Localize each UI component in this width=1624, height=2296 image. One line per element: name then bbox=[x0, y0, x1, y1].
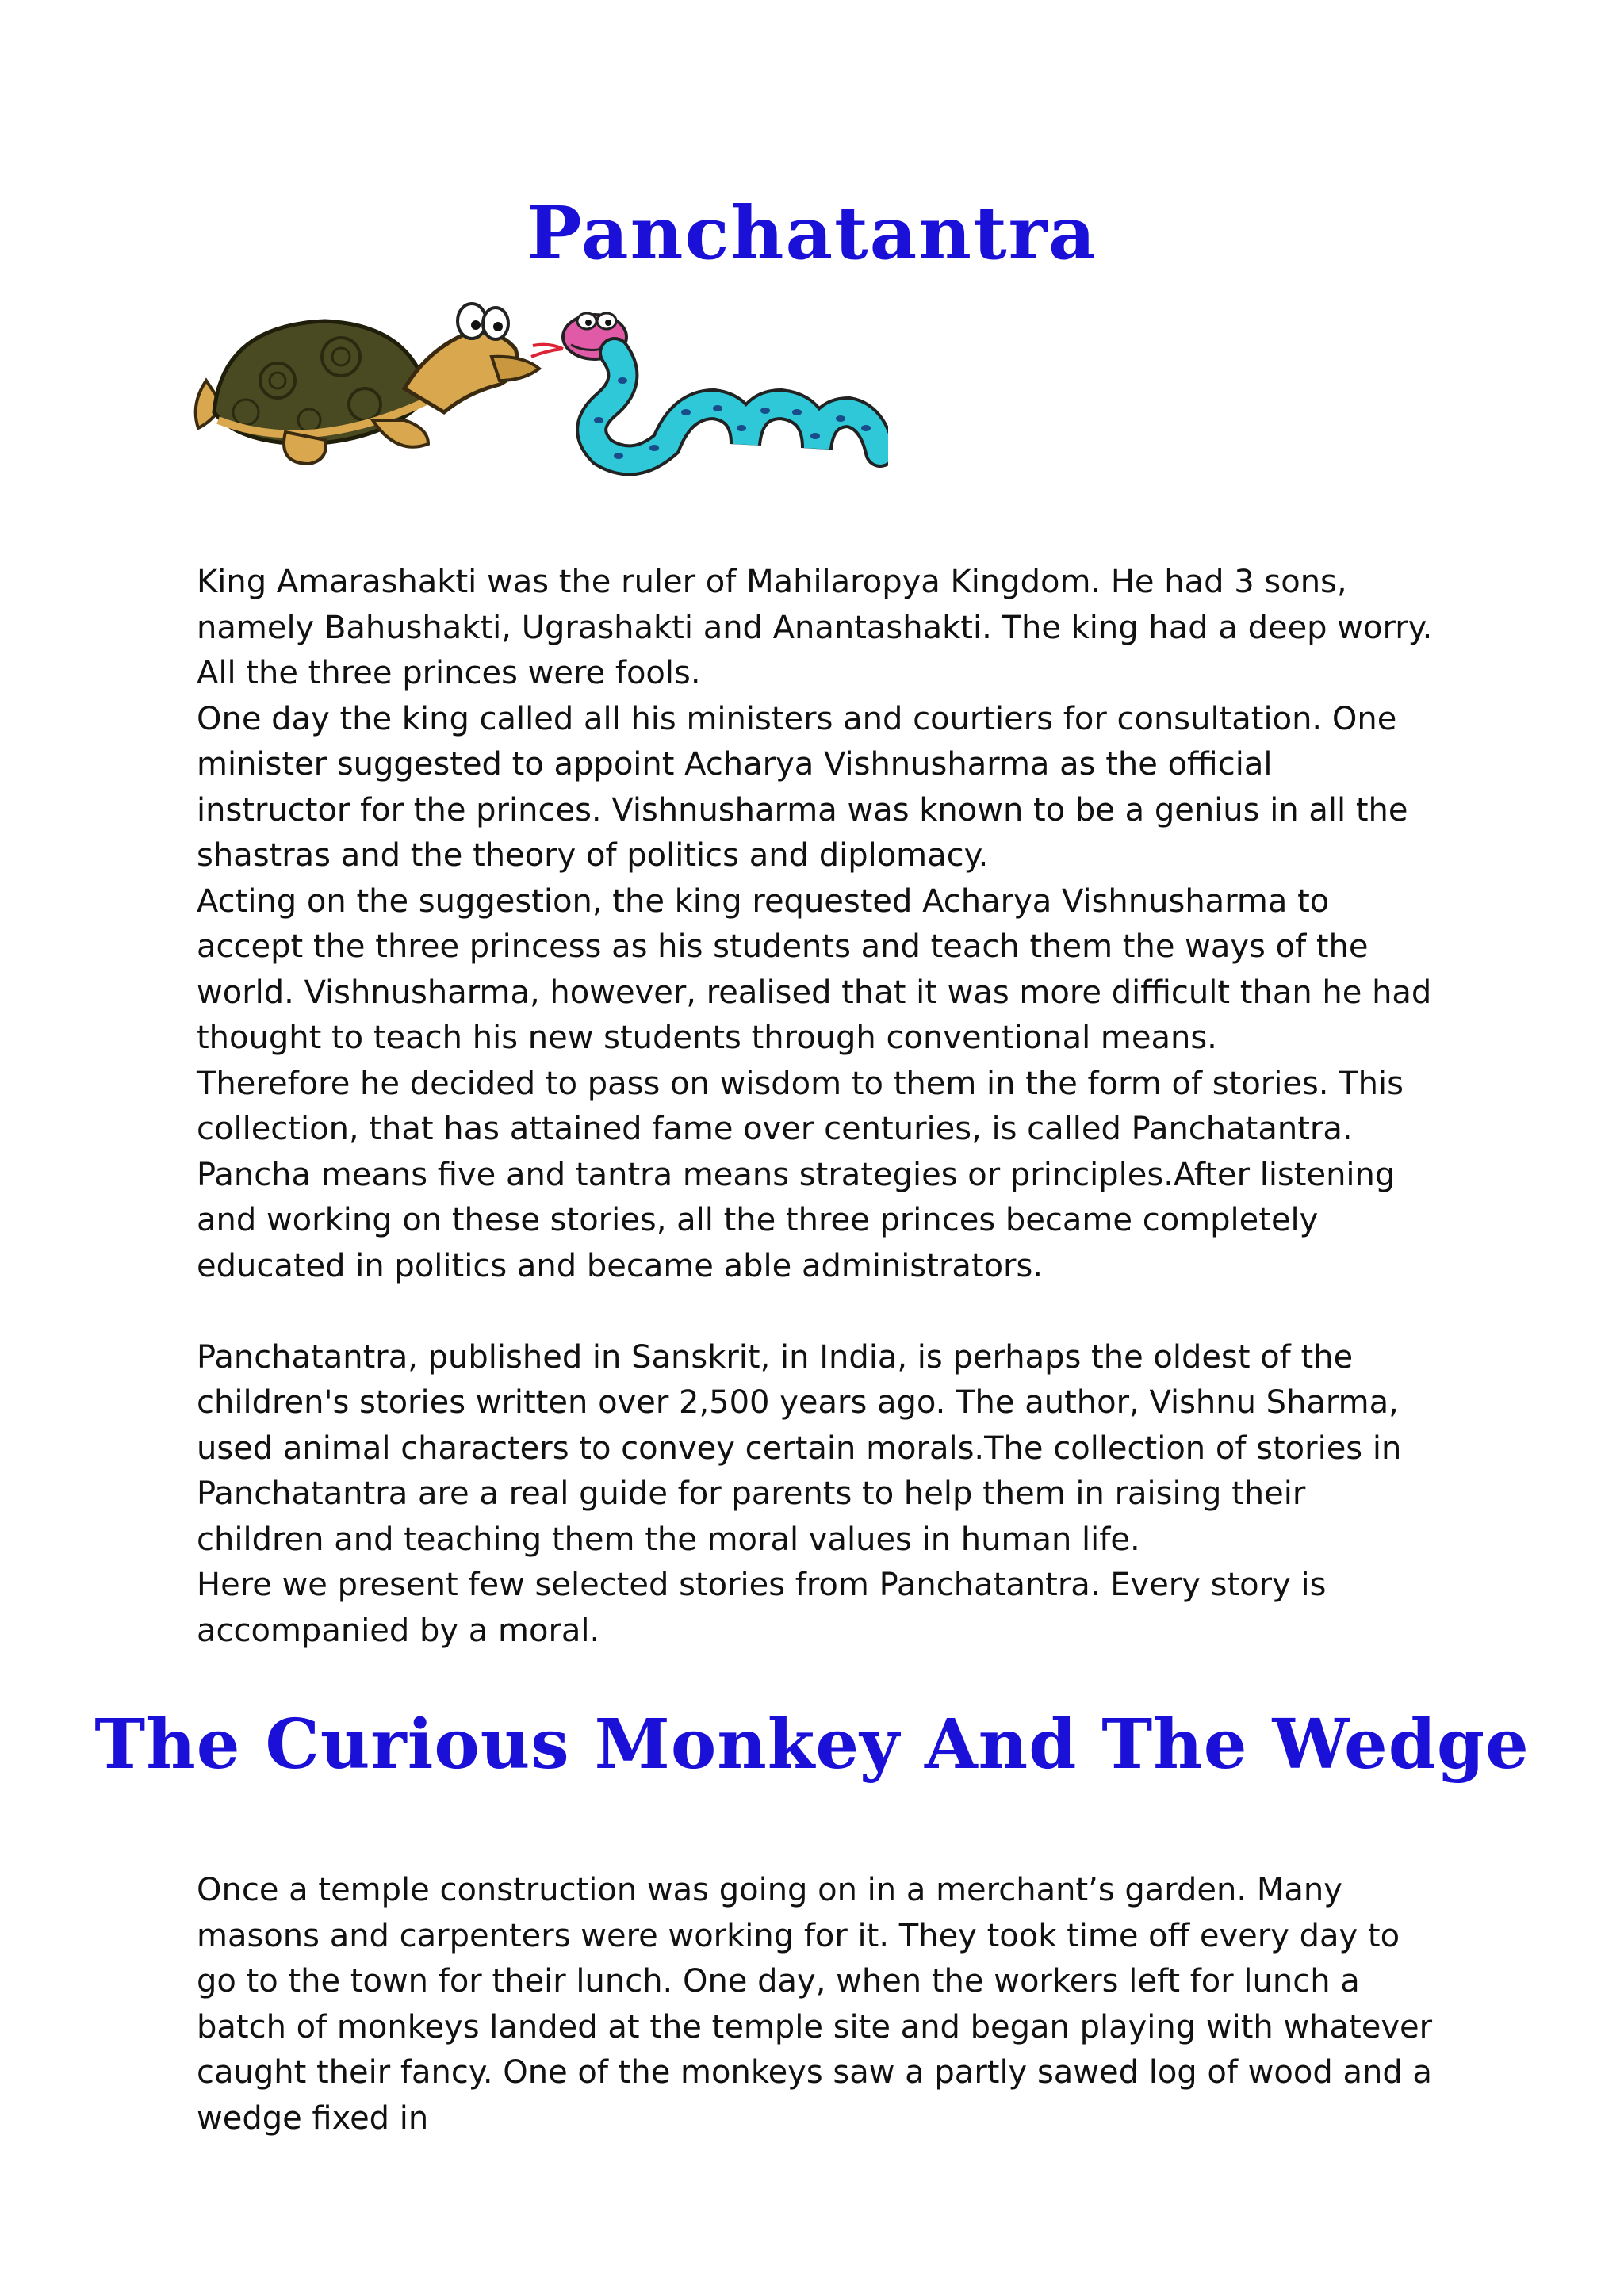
intro-paragraph: Here we present few selected stories from Panchatantra. Every story is accompanied by a moral. bbox=[197, 1567, 1327, 1649]
story-paragraph: Once a temple construction was going on in a merchant’s garden. Many masons and carpenters were working for it. They took time off every day to go to the town for their lunch. One day, when the workers left for lunch a batch of monkeys landed at the temple site and began playing with whatever caught their fancy. One of the monkeys saw a partly sawed log of wood and a wedge fixed in bbox=[197, 1872, 1433, 2137]
story-title: The Curious Monkey And The Wedge bbox=[94, 1705, 1530, 1785]
snake-icon bbox=[531, 313, 880, 460]
intro-paragraph: Panchatantra, published in Sanskrit, in India, is perhaps the oldest of the children's stories written over 2,500 years ago. The author, Vishnu Sharma, used animal characters to convey certain morals.The collection of stories in Panchatantra are a real guide for parents to help them in raising their children and teaching them the moral values in human life. bbox=[197, 1338, 1402, 1558]
intro-paragraph: Acting on the suggestion, the king requested Acharya Vishnusharma to accept the three princess as his students and teach them the ways of the world. Vishnusharma, however, realised that it was more difficult than he had thought to teach his new students through conventional means. bbox=[197, 882, 1432, 1056]
intro-paragraph: Therefore he decided to pass on wisdom to them in the form of stories. This collection, that has attained fame over centuries, is called Panchatantra. Pancha means five and tantra means strategies or principles.After listening and working on these stories, all the three princes became completely educated in politics and became able administrators. bbox=[197, 1065, 1404, 1284]
story-section bbox=[197, 1868, 1434, 2141]
intro-section bbox=[197, 560, 1434, 1654]
intro-paragraph: One day the king called all his ministers and courtiers for consultation. One minister suggested to appoint Acharya Vishnusharma as the official instructor for the princes. Vishnusharma was known to be a genius in all the shastras and the theory of politics and diplomacy. bbox=[197, 700, 1408, 874]
tortoise-icon bbox=[196, 304, 539, 464]
header-illustration bbox=[190, 293, 888, 476]
page-title: Panchatantra bbox=[527, 190, 1097, 276]
intro-paragraph: King Amarashakti was the ruler of Mahilaropya Kingdom. He had 3 sons, namely Bahushakti, Ugrashakti and Anantashakti. The king had a deep worry. All the three princes were fools. bbox=[197, 564, 1433, 691]
